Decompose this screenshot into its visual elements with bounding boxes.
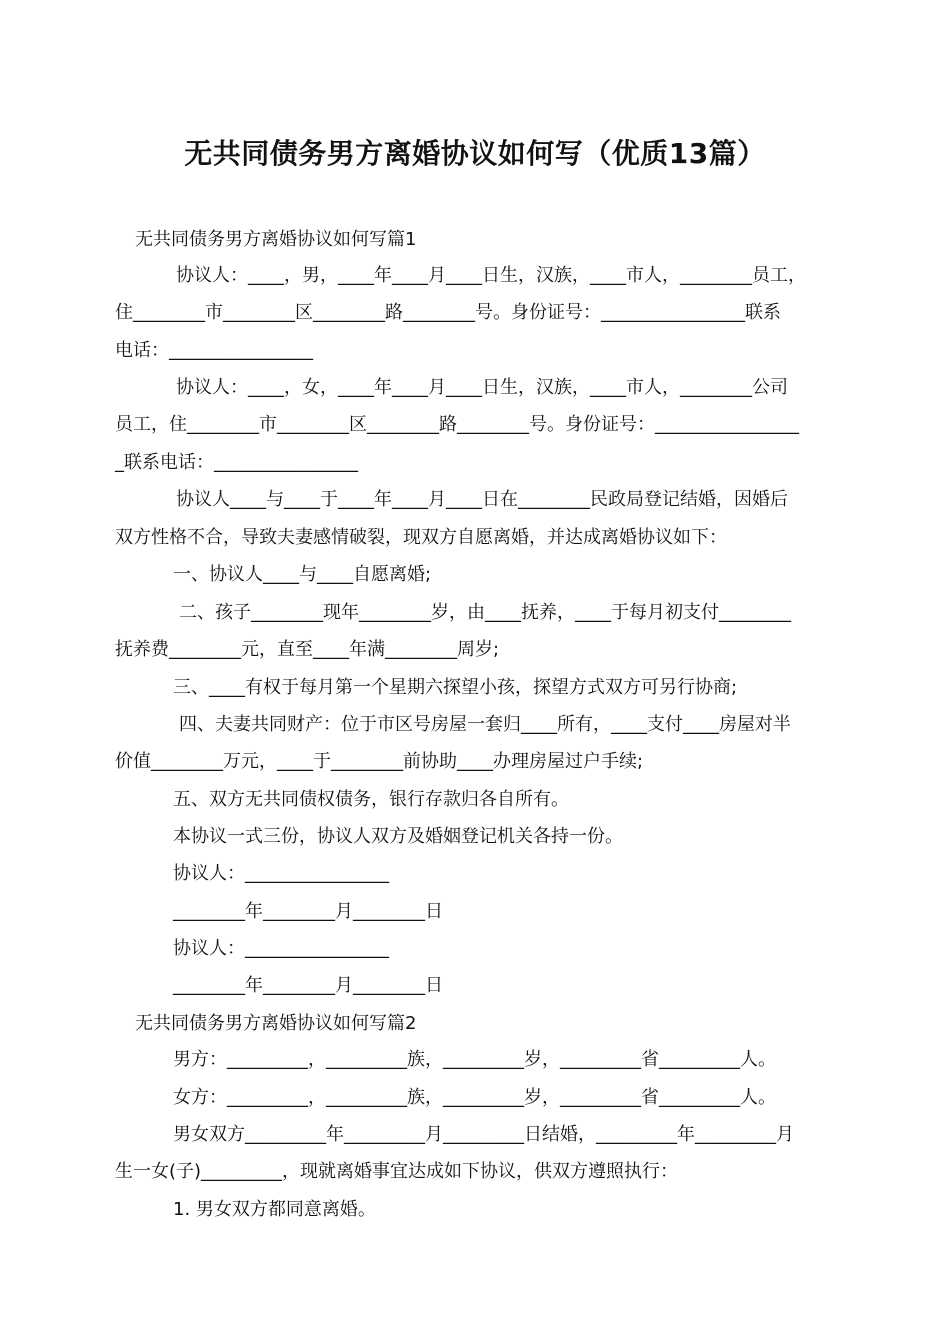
signature-line: 协议人：________________: [173, 938, 389, 959]
signature-line: 协议人：________________: [173, 863, 389, 884]
section-heading: 无共同债务男方离婚协议如何写篇2: [135, 1013, 417, 1034]
paragraph-line: 协议人：____，男，____年____月____日生，汉族，____市人，________员工，: [176, 265, 806, 286]
paragraph-line: 双方性格不合，导致夫妻感情破裂，现双方自愿离婚，并达成离婚协议如下：: [115, 527, 727, 548]
paragraph-line: 协议人：____，女，____年____月____日生，汉族，____市人，________公司: [176, 377, 788, 398]
paragraph-line: 男女双方_________年_________月_________日结婚，_________年_________月: [173, 1124, 794, 1145]
document-title: 无共同债务男方离婚协议如何写（优质13篇）: [184, 137, 766, 170]
paragraph-line: 本协议一式三份，协议人双方及婚姻登记机关各持一份。: [173, 826, 623, 847]
paragraph-line: 电话：________________: [115, 340, 313, 361]
paragraph-line: 协议人____与____于____年____月____日在________民政局登记结婚，因婚后: [176, 489, 788, 510]
clause-line: 一、协议人____与____自愿离婚;: [173, 564, 432, 585]
clause-line: 二、孩子________现年________岁，由____抚养，____于每月初支付________: [179, 602, 791, 623]
section-heading: 无共同债务男方离婚协议如何写篇1: [135, 229, 417, 250]
clause-line: 抚养费________元，直至____年满________周岁;: [115, 639, 500, 660]
clause-line: 1. 男女双方都同意离婚。: [173, 1199, 376, 1220]
date-line: ________年________月________日: [173, 901, 443, 922]
paragraph-line: 女方：_________，_________族，_________岁，_________省_________人。: [173, 1087, 776, 1108]
date-line: ________年________月________日: [173, 975, 443, 996]
paragraph-line: 员工，住________市________区________路________号。身份证号：________________: [115, 414, 799, 435]
clause-line: 价值________万元，____于________前协助____办理房屋过户手续;: [115, 751, 644, 772]
paragraph-line: 住________市________区________路________号。身份证号：________________联系: [115, 302, 781, 323]
paragraph-line: _联系电话：________________: [115, 452, 358, 473]
paragraph-line: 生一女(子)_________，现就离婚事宜达成如下协议，供双方遵照执行：: [115, 1161, 679, 1182]
clause-line: 四、夫妻共同财产：位于市区号房屋一套归____所有，____支付____房屋对半: [179, 714, 791, 735]
clause-line: 五、双方无共同债权债务，银行存款归各自所有。: [173, 789, 569, 810]
clause-line: 三、____有权于每月第一个星期六探望小孩，探望方式双方可另行协商;: [173, 677, 738, 698]
paragraph-line: 男方：_________，_________族，_________岁，_________省_________人。: [173, 1049, 776, 1070]
